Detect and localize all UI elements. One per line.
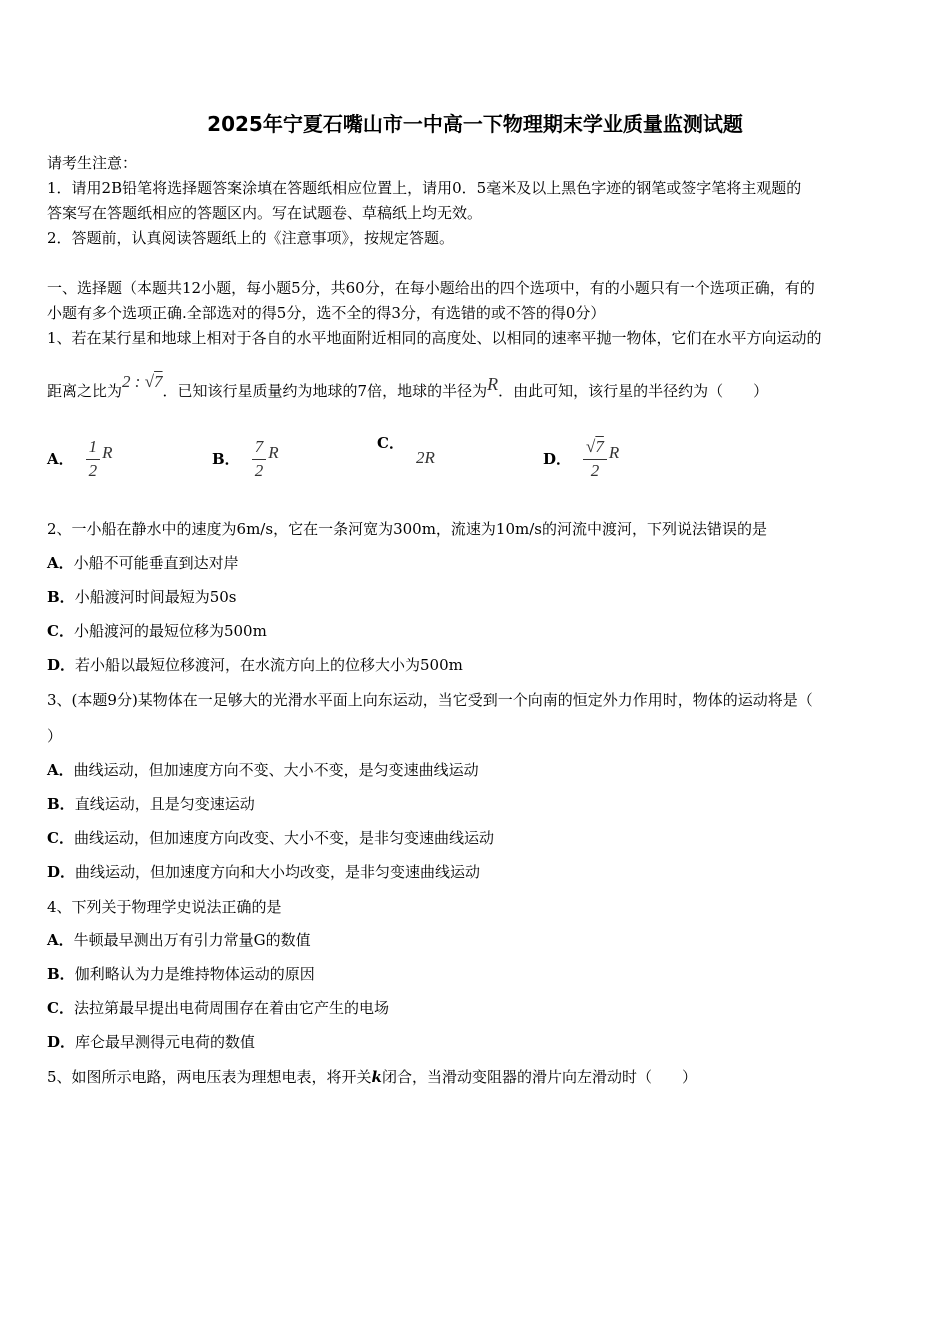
q5-stem-b: 闭合，当滑动变阻器的滑片向左滑动时（ ）	[381, 1068, 697, 1086]
q1-option-b[interactable]	[212, 438, 279, 480]
denominator: 2	[254, 460, 264, 480]
option-text: 小船渡河的最短位移为500m	[73, 622, 267, 640]
q1-stem-post: ．由此可知，该行星的半径约为（ ）	[498, 382, 769, 400]
numerator: 7	[252, 438, 267, 460]
q4-option-a[interactable]	[47, 931, 311, 949]
fraction	[86, 438, 101, 480]
section-intro-line-1: 一、选择题（本题共12小题，每小题5分，共60分，在每小题给出的四个选项中，有的小题只有一个选项正确，有的	[47, 279, 815, 297]
numerator: 1	[86, 438, 101, 460]
option-label: D．	[47, 863, 76, 881]
q1-ratio-a: 2 :	[122, 372, 145, 391]
option-text: 牛顿最早测出万有引力常量G的数值	[73, 931, 311, 949]
option-text: 若小船以最短位移渡河，在水流方向上的位移大小为500m	[75, 656, 463, 674]
option-label: A．	[47, 761, 74, 779]
fraction	[252, 438, 267, 480]
q3-option-a[interactable]	[47, 761, 479, 779]
q1-option-a[interactable]	[47, 438, 113, 480]
option-text: 曲线运动，但加速度方向和大小均改变，是非匀变速曲线运动	[75, 863, 481, 881]
q3-option-c[interactable]	[47, 829, 494, 847]
option-label: C．	[377, 434, 404, 453]
q2-option-a[interactable]	[47, 554, 239, 572]
option-value: 2R	[415, 448, 435, 467]
q1-stem-pre: 距离之比为	[47, 382, 123, 400]
option-text: 曲线运动，但加速度方向不变、大小不变，是匀变速曲线运动	[73, 761, 479, 779]
section-intro-line-2: 小题有多个选项正确.全部选对的得5分，选不全的得3分，有选错的或不答的得0分）	[47, 304, 606, 322]
notice-line-1b: 答案写在答题纸相应的答题区内。写在试题卷、草稿纸上均无效。	[47, 204, 483, 222]
q3-stem	[47, 691, 813, 709]
q1-ratio	[122, 372, 163, 391]
q3-number: 3、	[47, 691, 72, 709]
q4-option-c[interactable]	[47, 999, 389, 1017]
q5-stem-a: 5、如图所示电路，两电压表为理想电表，将开关	[47, 1068, 372, 1086]
q4-option-d[interactable]	[47, 1033, 255, 1051]
option-text: 直线运动，且是匀变速运动	[74, 795, 255, 813]
q3-stem-close: ）	[47, 727, 63, 745]
option-label: C．	[47, 829, 74, 847]
notice-line-2: 2．答题前，认真阅读答题纸上的《注意事项》，按规定答题。	[47, 229, 455, 247]
option-text: 伽利略认为力是维持物体运动的原因	[74, 965, 315, 983]
q4-stem: 4、下列关于物理学史说法正确的是	[47, 898, 282, 916]
option-label: D．	[543, 450, 572, 469]
q2-stem: 2、一小船在静水中的速度为6m/s，它在一条河宽为300m，流速为10m/s的河流中渡河，下列说法错误的是	[47, 520, 767, 538]
option-label: C．	[47, 622, 74, 640]
q1-stem-line-2	[47, 372, 769, 402]
option-suffix: R	[268, 442, 279, 462]
option-label: A．	[47, 931, 74, 949]
notice-line-1: 1．请用2B铅笔将选择题答案涂填在答题纸相应位置上，请用0．5毫米及以上黑色字迹的钢笔或签字笔将主观题的	[47, 179, 802, 197]
q2-option-c[interactable]	[47, 622, 267, 640]
option-label: A．	[47, 554, 74, 572]
q3-option-b[interactable]	[47, 795, 255, 813]
option-label: A．	[47, 450, 74, 469]
option-suffix: R	[102, 442, 113, 462]
option-label: B．	[47, 965, 75, 983]
q1-ratio-b: 7	[154, 372, 163, 391]
q1-radius-symbol: R	[487, 374, 499, 394]
sqrt-symbol: √	[144, 372, 155, 391]
q2-option-b[interactable]	[47, 588, 236, 606]
fraction	[583, 438, 607, 480]
option-text: 小船不可能垂直到达对岸	[73, 554, 239, 572]
denominator: 2	[590, 460, 600, 480]
option-text: 库仑最早测得元电荷的数值	[75, 1033, 256, 1051]
option-label: D．	[47, 1033, 76, 1051]
option-label: D．	[47, 656, 76, 674]
q1-option-d[interactable]	[543, 438, 619, 480]
radicand: 7	[595, 437, 604, 456]
option-text: 曲线运动，但加速度方向改变、大小不变，是非匀变速曲线运动	[73, 829, 494, 847]
q4-option-b[interactable]	[47, 965, 315, 983]
q5-stem	[47, 1068, 697, 1086]
denominator: 2	[88, 460, 98, 480]
q1-stem-line-1: 1、若在某行星和地球上相对于各自的水平地面附近相同的高度处、以相同的速率平抛一物体，它们在水平方向运动的	[47, 329, 822, 347]
notice-heading: 请考生注意：	[47, 154, 138, 172]
q2-option-d[interactable]	[47, 656, 463, 674]
page-title: 2025年宁夏石嘴山市一中高一下物理期末学业质量监测试题	[207, 112, 743, 136]
option-text: 法拉第最早提出电荷周围存在着由它产生的电场	[73, 999, 389, 1017]
option-text: 小船渡河时间最短为50s	[74, 588, 237, 606]
option-label: B．	[212, 450, 240, 469]
option-label: C．	[47, 999, 74, 1017]
q1-stem-mid: ．已知该行星质量约为地球的7倍，地球的半径为	[162, 382, 488, 400]
numerator	[583, 438, 607, 460]
option-label: B．	[47, 795, 75, 813]
sqrt-symbol: √	[586, 437, 596, 456]
q3-option-d[interactable]	[47, 863, 480, 881]
q1-option-c[interactable]	[377, 434, 435, 467]
q3-stem-text: (本题9分)某物体在一足够大的光滑水平面上向东运动，当它受到一个向南的恒定外力作用时，物体的运动将是（	[71, 691, 813, 709]
option-suffix: R	[608, 442, 620, 462]
q5-switch-symbol: k	[371, 1068, 382, 1086]
option-label: B．	[47, 588, 75, 606]
